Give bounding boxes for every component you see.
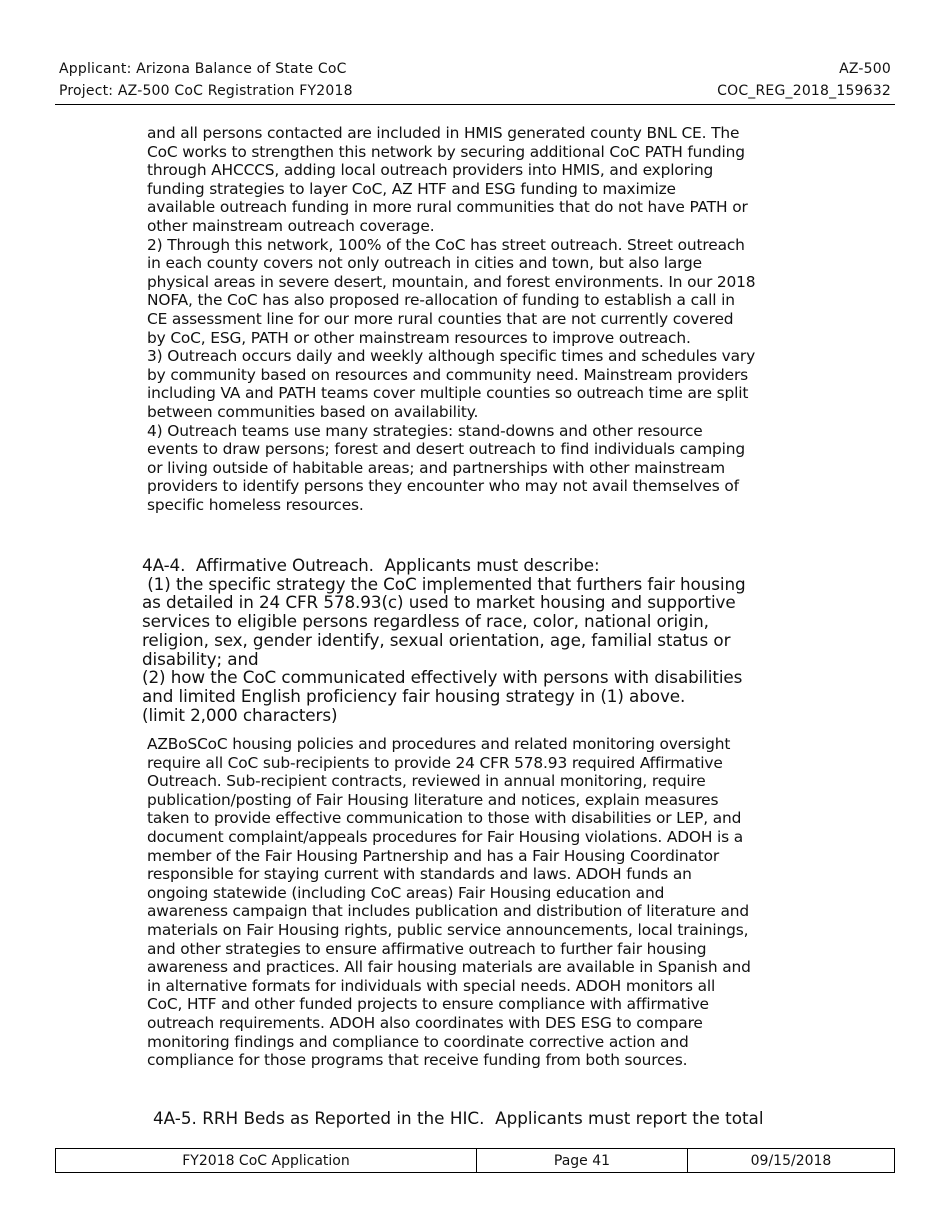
page-header-right — [717, 58, 891, 102]
project-line: Project: AZ-500 CoC Registration FY2018 — [59, 83, 353, 99]
page-footer — [55, 1148, 895, 1173]
footer-page-number: Page 41 — [476, 1149, 687, 1172]
page-header-left — [59, 58, 353, 102]
registration-id: COC_REG_2018_159632 — [717, 83, 891, 99]
footer-date: 09/15/2018 — [687, 1149, 894, 1172]
answer-4a-4: AZBoSCoC housing policies and procedures and related monitoring oversight require all CoC sub-recipients to provide 24 CFR 578.93 required Affirmative Outreach. Sub-recipient contracts, reviewed in annual monitoring, require publication/posting of Fair Housing literature and notices, explain measures taken to provide effective communication to those with disabilities or LEP, and document complaint/appeals procedures for Fair Housing violations. ADOH is a member of the Fair Housing Partnership and has a Fair Housing Coordinator responsible for staying current with standards and laws. ADOH funds an ongoing statewide (including CoC areas) Fair Housing education and awareness campaign that includes publication and distribution of literature and materials on Fair Housing rights, public service announcements, local trainings, and other strategies to ensure affirmative outreach to further fair housing awareness and practices. All fair housing materials are available in Spanish and in alternative formats for individuals with special needs. ADOH monitors all CoC, HTF and other funded projects to ensure compliance with affirmative outreach requirements. ADOH also coordinates with DES ESG to compare monitoring findings and compliance to coordinate corrective action and compliance for those programs that receive funding from both sources. — [147, 735, 751, 1070]
footer-application-name: FY2018 CoC Application — [182, 1152, 350, 1169]
header-divider — [55, 104, 895, 105]
applicant-line: Applicant: Arizona Balance of State CoC — [59, 61, 347, 77]
outreach-answer-continued: and all persons contacted are included in HMIS generated county BNL CE. The CoC works to strengthen this network by securing additional CoC PATH funding through AHCCCS, adding local outreach providers into HMIS, and exploring funding strategies to layer CoC, AZ HTF and ESG funding to maximize available outreach funding in more rural communities that do not have PATH or other mainstream outreach coverage. 2) Through this network, 100% of the CoC has street outreach. Street outreach in each county covers not only outreach in cities and town, but also large physical areas in severe desert, mountain, and forest environments. In our 2018 NOFA, the CoC has also proposed re-allocation of funding to establish a call in CE assessment line for our more rural counties that are not currently covered by CoC, ESG, PATH or other mainstream resources to improve outreach. 3) Outreach occurs daily and weekly although specific times and schedules vary by community based on resources and community need. Mainstream providers including VA and PATH teams cover multiple counties so outreach time are split between communities based on availability. 4) Outreach teams use many strategies: stand-downs and other resource events to draw persons; forest and desert outreach to find individuals camping or living outside of habitable areas; and partnerships with other mainstream providers to identify persons they encounter who may not avail themselves of specific homeless resources. — [147, 124, 756, 514]
coc-id: AZ-500 — [839, 61, 891, 77]
question-4a-5: 4A-5. RRH Beds as Reported in the HIC. Applicants must report the total — [153, 1108, 764, 1128]
question-4a-4: 4A-4. Affirmative Outreach. Applicants must describe: (1) the specific strategy the CoC implemented that furthers fair housing as detailed in 24 CFR 578.93(c) used to market housing and supportive services to eligible persons regardless of race, color, national origin, religion, sex, gender identify, sexual orientation, age, familial status or disability; and (2) how the CoC communicated effectively with persons with disabilities and limited English proficiency fair housing strategy in (1) above. (limit 2,000 characters) — [142, 555, 746, 725]
